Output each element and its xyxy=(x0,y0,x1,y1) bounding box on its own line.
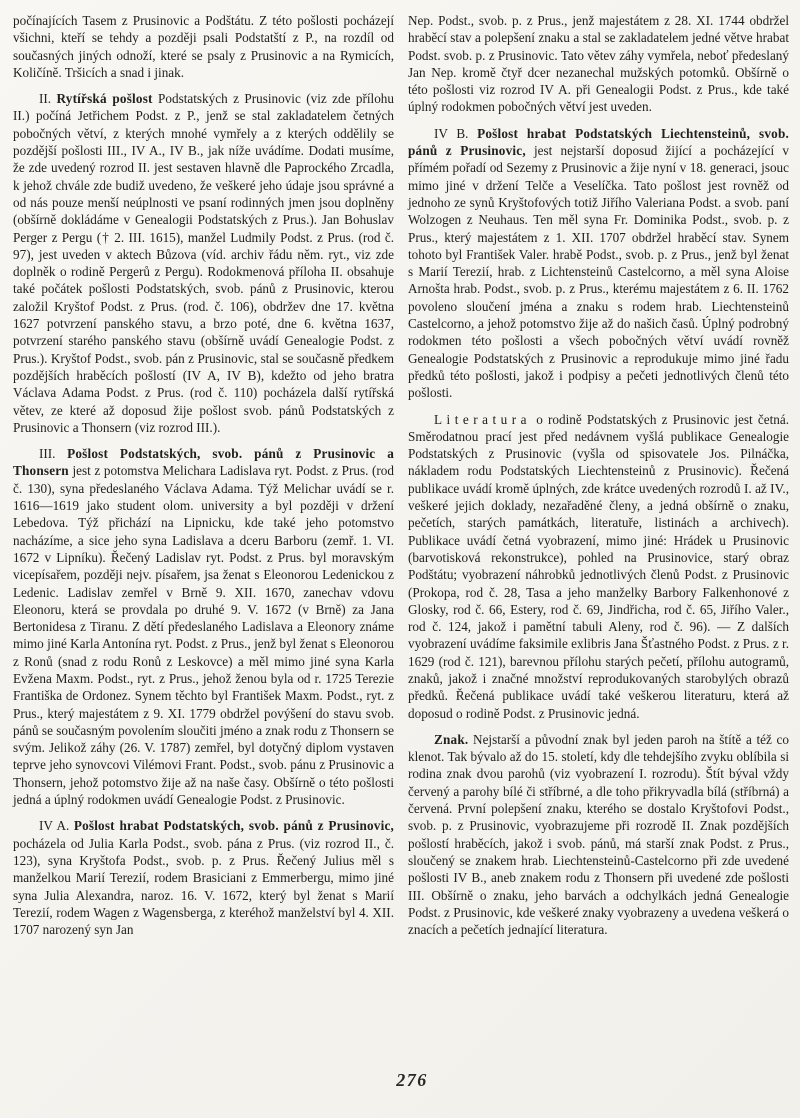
paragraph-body: Podstatských z Prusinovic (viz zde přílohu II.) počíná Jetřichem Podst. z P., jenž se stal zakladatelem četných pobočných větví, z kterých mnohé vymřely a z kterých oddělily se pozdější pošlosti III., IV A., IV B., jak níže uvádíme. Dodati musíme, že zde uvedený rozrod II. jest sestaven hlavně dle Paprockého Zrcadla, k jehož chvále zde budiž uvedeno, že veškeré jeho údaje jsou správné a od nás pouze menší neúplnosti ve psaní rodinných jmen jsou doplněny (obšírně dokládáme v Genealogii Podstatských z Prus.). Jan Bohuslav Perger z Pergu († 2. III. 1615), manžel Ludmily Podst. z Prus. (rod č. 97), jest uveden v aktech Bůzova (víd. archiv řádu něm. ryt., viz zde doplněk o rodině Pergerů z Pergu). Rodokmenová příloha II. obsahuje také počátek pošlosti Podstatských, svob. pánů z Prusinovic, kterou založil Kryštof Podst. z Prus. (rod. č. 106), obdržev dne 17. května 1627 potvrzení panského stavu, a brzo poté, dne 6. května 1637, potvrzení starého panského stavu (obšírně uvádí Genealogie Podst. z Prus.). Kryštof Podst., svob. pán z Prusinovic, stal se současně předkem pozdějších hraběcích pošlostí (IV A, IV B), kdežto od jeho bratra Václava Adama Podst. z Prus. (rod č. 110) pocházela další rytířská větev, ze které až doposud žije pošlost svob. pánů Podstatských z Prusinovic a Thonsern (viz rozrod III.). xyxy=(13,91,394,435)
paragraph-body: Nep. Podst., svob. p. z Prus., jenž majestátem z 28. XI. 1744 obdržel hraběcí stav a polepšení znaku a stal se zakladatelem jedné větve hrabat Podst. svob. p. z Prusinovic. Tato větev záhy vymřela, neboť předeslaný Jan Nep. kromě čtyř dcer nezanechal mužských potomků. Obšírně o této pošlosti viz rozrod IV A. při Genealogii Podst. z Prus., kde také úplný rodokmen pobočných větví jest uveden. xyxy=(408,13,789,115)
paragraph-section-ii xyxy=(13,90,394,436)
paragraph-continuation-iv-a xyxy=(408,12,789,116)
page-number: 276 xyxy=(396,1070,428,1090)
paragraph-literatura xyxy=(408,411,789,722)
paragraph-section-iii xyxy=(13,445,394,808)
paragraph-heading: Pošlost hrabat Podstatských Liechtensteinů, svob. pánů z Prusinovic, xyxy=(408,125,789,159)
paragraph-body: jest nejstarší doposud žijící a pocházející v přímém pořadí od Sezemy z Prusinovic a žije nyní v 18. generaci, jsouc mimo jiné v držení Telče a Veselíčka. Tato pošlost jest rovněž od jednoho ze synů Kryštofových totiž Jiřího Valeriana Podst. a svob. paní Wolzogen z Neuhaus. Ten měl syna Fr. Dominika Podst., svob. p. z Prus., který majestátem z 1. XII. 1707 obdržel hraběcí stav. Synem tohoto byl František Valer. hrabě Podst., svob. p. z Prus., jenž byl ženat s Marií Terezií, hrab. z Lichtensteinů Castelcorno, a měl syna Aloise Arnošta hrab. Podst., svob. p. z Prus., kterému majestátem z 6. II. 1762 povoleno sloučení jména a znaku s rodem hrab. Liechtensteinů Castelcorno, a jehož potomstvo žije až do našich časů. Úplný podrobný rodokmen této pošlosti a všech pobočných větví uvádí rovněž Genealogie Podstatských z Prusinovic a reprodukuje mimo jiné řadu předků této pošlosti, jakož i podpisy a pečeti jednotlivých členů této pošlosti. xyxy=(408,143,789,401)
paragraph-lead: III. xyxy=(39,446,68,462)
paragraph-body: počínajících Tasem z Prusinovic a Podštátu. Z této pošlosti pocházejí všichni, kteří se tehdy a později psali Podstatští z P., na rozdíl od současných jiných odnoží, které se psaly z Prusinovic a na Rymicích, Količíně. Tršicích a snad i jinak. xyxy=(13,13,394,80)
paragraph-section-iv-b xyxy=(408,125,789,402)
paragraph-heading: Rytířská pošlost xyxy=(56,91,153,107)
paragraph-continuation-i xyxy=(13,12,394,81)
paragraph-body: o rodině Podstatských z Prusinovic jest četná. Směrodatnou prací jest před nedávnem vyšlá publikace Genealogie Podstatských z Prusinovic (vyšla od spisovatele Jos. Pilnáčka, nákladem rodu Podstatských Liechtensteinů z Prusinovic). Řečená publikace uvádí kromě úplných, zde krátce uvedených rozrodů I. až IV., veškeré jejich doklady, nezařaděné členy, a jedná obšírně o znaku, pečetích, starých památkách, literatuře, listinách a archivech). Publikace uvádí četná vyobrazení, mimo jiné: Hrádek u Prusinovic (barvotisková rekonstrukce), pohled na Prusinovice, starý obraz Podštátu; vyobrazení náhrobků jednotlivých členů Podst. z Prusinovic (Prokopa, rod č. 28, Tasa a jeho manželky Barbory Falkenhonové z Glosky, rod č. 66, Estery, rod č. 69, Jindřicha, rod č. 65, Jiřího Valer., rod č. 124, jakož i pamětní tabuli Aleny, rod č. 96). — Z dalších vyobrazení uvádíme faksimile exlibris Jana Šťastného Podst. z Prus. z r. 1629 (rod č. 121), barevnou přílohu starých pečetí, přílohu autogramů, znaků, jakož i značné množství reprodukovaných starobylých obrazů předků. Řečená publikace uvádí také veškerou literaturu, která až doposud o rodině Podst. z Prusinovic jedná. xyxy=(408,411,789,721)
paragraph-lead: IV A. xyxy=(39,818,74,834)
paragraph-heading: Pošlost hrabat Podstatských, svob. pánů z Prusinovic, xyxy=(73,818,394,834)
paragraph-znak xyxy=(408,731,789,939)
paragraph-section-iv-a xyxy=(13,817,394,938)
paragraph-spaced-word: Literatura xyxy=(434,411,531,427)
paragraph-heading: Znak. xyxy=(434,731,469,747)
paragraph-body: pocházela od Julia Karla Podst., svob. pána z Prus. (viz rozrod II., č. 123), syna Kryštofa Podst., svob. p. z Prus. Řečený Julius měl s manželkou Marií Terezií, rodem Brasiciani z Emmerbergu, mimo jiné syna Julia Alexandra, naroz. 16. V. 1672, který byl ženat s Marií Terezií, rodem Wagen z Wagensberga, z kteréhož manželství byl 4. XII. 1707 narozený syn Jan xyxy=(13,835,394,938)
paragraph-heading: Pošlost Podstatských, svob. pánů z Prusinovic a Thonsern xyxy=(13,446,394,479)
paragraph-lead: II. xyxy=(39,91,57,107)
paragraph-body: jest z potomstva Melichara Ladislava ryt. Podst. z Prus. (rod č. 130), syna předeslaného Václava Adama. Týž Melichar uvádí se r. 1616—1619 jako student olom. university a byl později v držení Lebedova. Týž přichází na Lipnicku, kde také jeho potomstvo nacházíme, a sice jeho syna Ladislava a dceru Barboru (zemř. 1. VI. 1672 v Lipníku). Řečený Ladislav ryt. Podst. z Prus. byl moravským vicepísařem, později nejv. písařem, jsa ženat s Eleonorou Ledenickou z Ledenic. Ladislav zemřel v Brně 9. XII. 1670, zanechav vdovu Eleonoru, která se provdala po druhé 9. V. 1672 (v Brně) za Jana Bertonidesa z Tiranu. Z dětí předeslaného Ladislava a Eleonory známe mimo jiné Karla Antonína ryt. Podst. z Prus., jenž byl ženat s Eleonorou z Ronů (snad z rodu Ronů z Leskovce) a měl mimo jiné syna Karla Evžena Maxm. Podst., ryt. z Prus., jehož ženou byla od r. 1725 Terezie Františka de Ordonez. Synem těchto byl František Maxm. Podst., ryt. z Prus., který majestátem z 9. XI. 1779 obdržel povýšení do stavu svob. pánů se současným povolením sloučiti jméno a znak rodu z Thonsern se svým. Jelikož záhy (26. V. 1787) zemřel, byl dotyčný diplom vystaven teprve jeho synovcovi Vilémovi Frant. Podst., svob. pánu z Prusinovic a Thonsern, jehož potomstvo žije až na naše časy. Obšírně o této pošlosti jedná a úplný rodokmen uvádí Genealogie Podst. z Prusinovic. xyxy=(13,463,395,808)
paragraph-body: Nejstarší a původní znak byl jeden paroh na štítě a též co klenot. Tak bývalo až do 15. století, kdy dle tehdejšího zvyku oblíbila si rodina znak dvou parohů (viz vyobrazení I. rozrodu). Štít býval vždy červený a parohy bílé či stříbrné, a dle toho přikryvadla bílá (stříbrná) a červená. První polepšení znaku, kterého se dostalo Kryštofovi Podst., svob. p. z Prusinovic, vyobrazujeme při rozrodě II. Znak pozdějších pošlostí hraběcích, jakož i svob. pánů, má starší znak Podst. z Prus., sloučený se znakem hrab. Liechtensteinů-Castelcorno při zde uvedené pošlosti IV B., aneb znakem rodu z Thonsern při uvedené zde pošlosti III. Obšírně o znaku, jeho barvách a odchylkách jedná Genealogie Podst. z Prusinovic, kde veškeré znaky vyobrazeny a uvedena veškerá o znacích a pečetích jednající literatura. xyxy=(408,731,789,938)
right-column xyxy=(408,12,789,947)
text-columns xyxy=(13,12,789,947)
left-column xyxy=(13,12,394,947)
paragraph-lead: IV B. xyxy=(434,125,478,141)
